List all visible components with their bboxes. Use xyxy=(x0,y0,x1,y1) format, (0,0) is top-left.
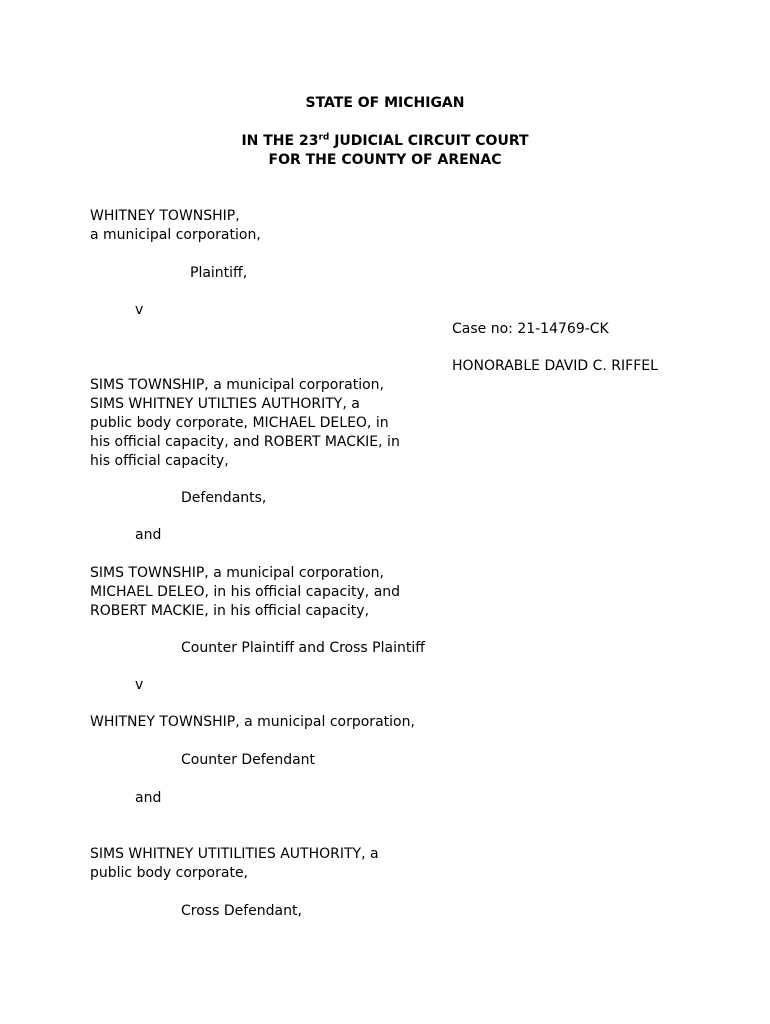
counter-plaintiff-line-3: ROBERT MACKIE, in his official capacity, xyxy=(90,603,370,619)
defendants-line-2: SIMS WHITNEY UTILTIES AUTHORITY, a xyxy=(90,396,360,412)
versus-2: v xyxy=(135,677,144,693)
state-heading: STATE OF MICHIGAN xyxy=(305,95,465,111)
court-heading-suffix: JUDICIAL CIRCUIT COURT xyxy=(329,133,529,149)
counter-plaintiff-line-2: MICHAEL DELEO, in his official capacity, and xyxy=(90,584,401,600)
plaintiff-name: WHITNEY TOWNSHIP, xyxy=(90,208,240,224)
case-number: Case no: 21-14769-CK xyxy=(452,321,609,337)
county-heading: FOR THE COUNTY OF ARENAC xyxy=(268,152,502,168)
plaintiff-role: Plaintiff, xyxy=(190,265,248,281)
plaintiff-description: a municipal corporation, xyxy=(90,227,261,243)
judge-name: HONORABLE DAVID C. RIFFEL xyxy=(452,358,658,374)
court-heading-ordinal: rd xyxy=(318,132,330,143)
defendants-line-3: public body corporate, MICHAEL DELEO, in xyxy=(90,415,389,431)
defendants-role: Defendants, xyxy=(181,490,267,506)
counter-plaintiff-role: Counter Plaintiff and Cross Plaintiff xyxy=(181,640,425,656)
cross-defendant-line-1: SIMS WHITNEY UTITILITIES AUTHORITY, a xyxy=(90,846,379,862)
versus-1: v xyxy=(135,302,144,318)
court-heading-prefix: IN THE 23 xyxy=(241,133,319,149)
defendants-line-5: his official capacity, xyxy=(90,453,229,469)
counter-plaintiff-line-1: SIMS TOWNSHIP, a municipal corporation, xyxy=(90,565,384,581)
and-2: and xyxy=(135,790,162,806)
cross-defendant-line-2: public body corporate, xyxy=(90,865,249,881)
defendants-line-4: his official capacity, and ROBERT MACKIE, in xyxy=(90,434,400,450)
and-1: and xyxy=(135,527,162,543)
defendants-line-1: SIMS TOWNSHIP, a municipal corporation, xyxy=(90,377,384,393)
court-heading xyxy=(0,132,770,151)
counter-defendant-role: Counter Defendant xyxy=(181,752,316,768)
counter-defendant-name: WHITNEY TOWNSHIP, a municipal corporation, xyxy=(90,714,415,730)
cross-defendant-role: Cross Defendant, xyxy=(181,903,302,919)
